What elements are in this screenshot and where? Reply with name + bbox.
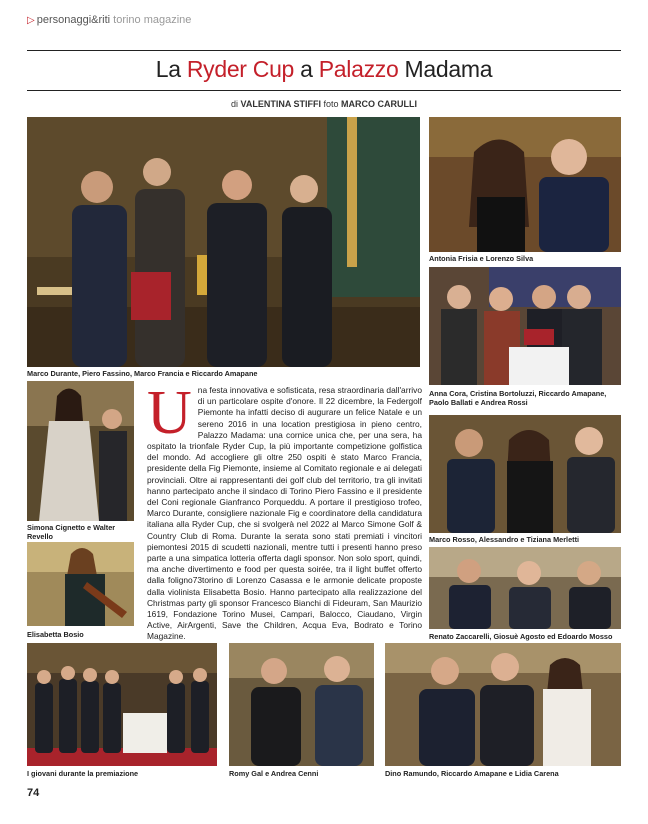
photo-right-2 [429, 267, 621, 385]
caption-left-2: Elisabetta Bosio [27, 630, 84, 639]
caption-main: Marco Durante, Piero Fassino, Marco Francia e Riccardo Amapane [27, 369, 258, 378]
article-body: Una festa innovativa e sofisticata, resa straordinaria dall'arrivo di un particolare ospite d'onore. Il 22 dicembre, la Federgolf Piemonte ha infatti deciso di augurare un felice Natale e un sereno 2016 in una location prestigiosa in pieno centro, Palazzo Madama: una cornice unica che, per una sera, ha ospitato la trionfale Ryder Cup, la più importante competizione golfistica del mondo. Ad accogliere gli oltre 250 ospiti è stato Marco Francia, presidente della Fig Piemonte, insieme al Comitato regionale e ai delegati provinciali. Oltre ai rappresentanti dei golf club del territorio, tra gli invitati hanno partecipato anche il sindaco di Torino Piero Fassino e il presidente del Coni regionale Gianfranco Porqueddu. A portare il prestigioso trofeo, Marco Durante, consigliere nazionale Fig e coordinatore della candidatura italiana alla Ryder Cup, che si svolgerà nel 2022 al Marco Simone Golf & Country Club di Roma. Durante la serata sono stati premiati i vincitori piemontesi 2015 di scudetti nazionali, mentre tutti i presenti hanno preso parte a una simpatica lotteria offerta dagli sponsor. Non solo sport, quindi, ma anche divertimento e food per questa soirée, tra il light buffet offerto dalla foligno73torino di Lorenzo Casassa e le armonie delicate proposte dalla violinista Elisabetta Bosio. Hanno partecipato alla realizzazione del Christmas party gli sponsor Francesco Bianchi di Fideuram, San Maurizio 1619, Fondazione Torino Musei, Campari, Balocco, Ciaudano, Virgin Active, AirArgenti, Save the Children, Acqua Eva, Bodrato e Torino Magazine. [147, 379, 422, 642]
photo-left-2 [27, 542, 134, 626]
caption-bottom-2: Romy Gal e Andrea Cenni [229, 769, 319, 778]
photo-bottom-1 [27, 643, 217, 766]
byline: di VALENTINA STIFFI foto MARCO CARULLI [230, 99, 418, 109]
title-rule [27, 90, 621, 91]
magazine-name: torino magazine [113, 14, 192, 26]
photo-left-1 [27, 381, 134, 521]
main-photo [27, 117, 420, 367]
triangle-icon: ▷ [27, 15, 35, 26]
caption-right-1: Antonia Frisia e Lorenzo Silva [429, 254, 534, 263]
section-name: personaggi&riti [36, 14, 111, 26]
photo-right-3 [429, 415, 621, 533]
page-number: 74 [27, 787, 40, 799]
photo-right-1 [429, 117, 621, 252]
caption-left-1: Simona Cignetto e Walter Revello [27, 523, 116, 541]
drop-cap: U [147, 379, 192, 447]
header-rule [27, 50, 621, 51]
photo-right-4 [429, 547, 621, 629]
caption-right-4: Renato Zaccarelli, Giosuè Agosto ed Edoardo Mosso [429, 632, 613, 641]
section-header [27, 14, 191, 26]
photo-bottom-2 [229, 643, 374, 766]
caption-bottom-1: I giovani durante la premiazione [27, 769, 139, 778]
article-title: La Ryder Cup a Palazzo Madama [155, 56, 493, 82]
photographer-name: MARCO CARULLI [341, 99, 418, 109]
caption-right-2: Anna Cora, Cristina Bortoluzzi, Riccardo Amapane, Paolo Ballati e Andrea Rossi [429, 389, 607, 407]
photo-bottom-3 [385, 643, 621, 766]
author-name: VALENTINA STIFFI [240, 99, 321, 109]
caption-bottom-3: Dino Ramundo, Riccardo Amapane e Lidia Carena [385, 769, 559, 778]
caption-right-3: Marco Rosso, Alessandro e Tiziana Merletti [429, 535, 580, 544]
